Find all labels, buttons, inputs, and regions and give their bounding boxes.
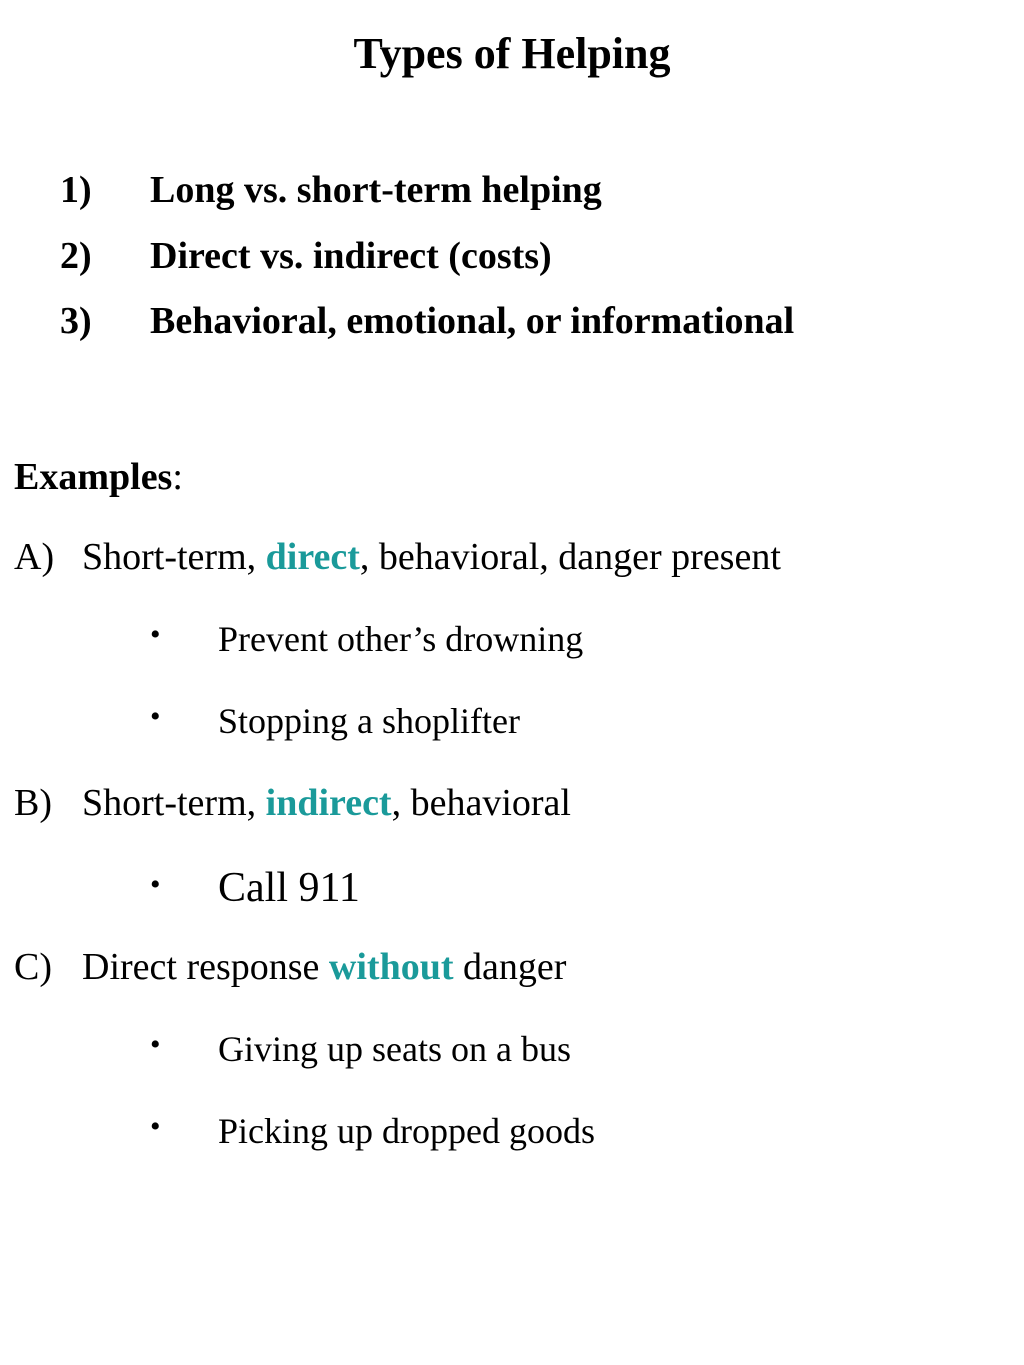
- bullet-dot: •: [150, 1110, 161, 1143]
- example-c: [0, 945, 1024, 995]
- bullet-item: [0, 1110, 1024, 1160]
- bullet-text: Prevent other’s drowning: [218, 619, 584, 659]
- bullet-text: Giving up seats on a bus: [218, 1029, 571, 1069]
- accent-word: indirect: [265, 782, 392, 824]
- bullet-text: Call 911: [218, 865, 360, 911]
- bullet-dot: •: [150, 700, 161, 733]
- examples-heading: [14, 455, 183, 499]
- accent-word: without: [328, 946, 454, 988]
- page-title: Types of Helping: [353, 29, 671, 78]
- accent-word: direct: [265, 536, 360, 578]
- list-number: 1): [60, 169, 92, 211]
- bullet-item: [0, 1028, 1024, 1078]
- list-number: 2): [60, 235, 92, 277]
- bullet-dot: •: [150, 1028, 161, 1061]
- bullet-text: Picking up dropped goods: [218, 1111, 595, 1151]
- bullet-item: [0, 700, 1024, 750]
- list-item-2: [0, 234, 1024, 284]
- example-letter: A): [14, 536, 55, 578]
- list-text: Direct vs. indirect (costs): [150, 235, 552, 277]
- bullet-dot: •: [150, 618, 161, 651]
- example-text: Direct response without danger: [82, 946, 567, 988]
- example-text: Short-term, indirect, behavioral: [82, 782, 571, 824]
- list-item-3: [0, 299, 1024, 349]
- bullet-text: Stopping a shoplifter: [218, 701, 520, 741]
- bullet-dot: •: [150, 868, 161, 901]
- example-text: Short-term, direct, behavioral, danger present: [82, 536, 781, 578]
- bullet-item: [0, 618, 1024, 668]
- list-text: Long vs. short-term helping: [150, 169, 602, 211]
- list-item-1: [0, 168, 1024, 218]
- examples-label: Examples: [14, 456, 173, 498]
- bullet-item: [0, 864, 1024, 914]
- list-text: Behavioral, emotional, or informational: [150, 300, 795, 342]
- example-a: [0, 535, 1024, 585]
- example-b: [0, 781, 1024, 831]
- example-letter: C): [14, 946, 52, 988]
- examples-colon: :: [172, 456, 183, 498]
- list-number: 3): [60, 300, 92, 342]
- example-letter: B): [14, 782, 52, 824]
